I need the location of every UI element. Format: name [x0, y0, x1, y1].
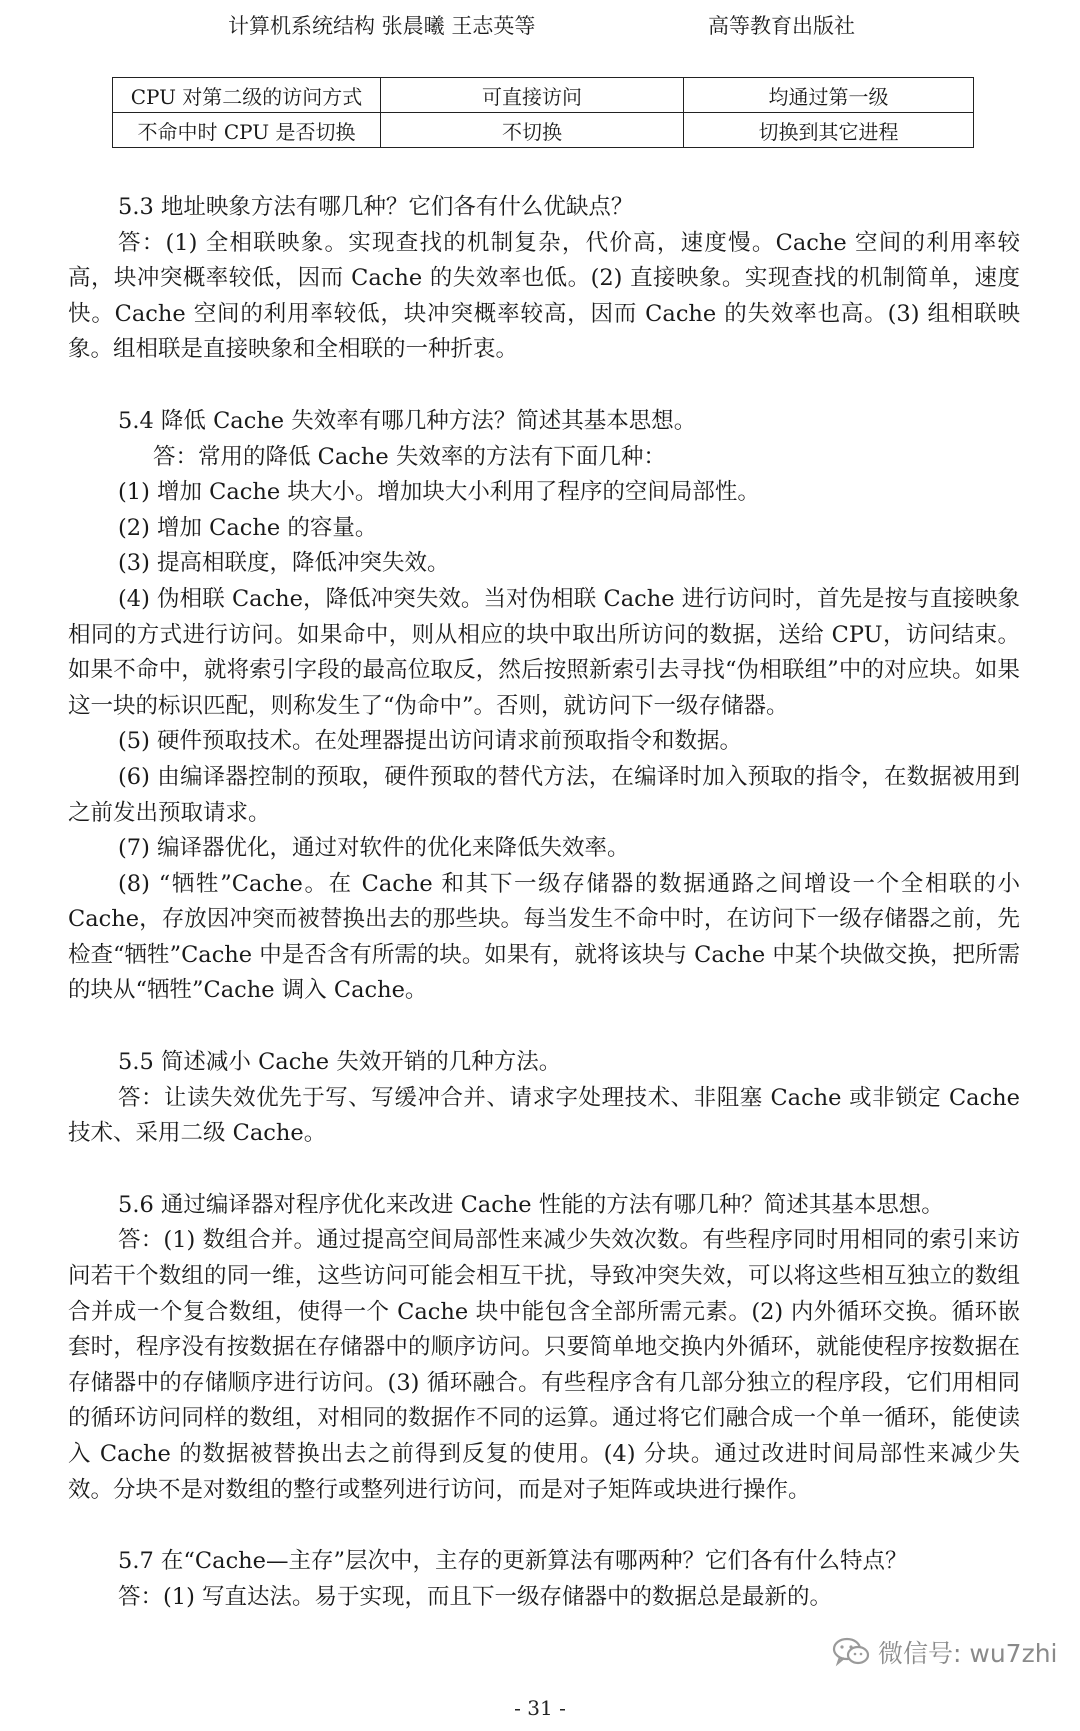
answer-5-7: 答：(1) 写直达法。易于实现，而且下一级存储器中的数据总是最新的。 [118, 1583, 833, 1610]
table-cell: 不命中时 CPU 是否切换 [113, 113, 381, 148]
table-row [113, 113, 974, 148]
table-cell: 可直接访问 [381, 78, 684, 113]
list-item: (6) 由编译器控制的预取，硬件预取的替代方法，在编译时加入预取的指令，在数据被用到之前发出预取请求。 [68, 763, 1020, 826]
table-row [113, 78, 974, 113]
list-item: (8) “牺牲”Cache。在 Cache 和其下一级存储器的数据通路之间增设一个全相联的小 Cache，存放因冲突而被替换出去的那些块。每当发生不命中时，在访问下一级存储器之前，先检查“牺牲”Cache 中是否含有所需的块。如果有，就将该块与 Cache 中某个块做交换，把所需的块从“牺牲”Cache 调入 Cache。 [68, 870, 1020, 1004]
question-5-7: 5.7 在“Cache—主存”层次中，主存的更新算法有哪两种？它们各有什么特点？ [118, 1548, 908, 1575]
answer-5-3: 答：(1) 全相联映象。实现查找的机制复杂，代价高，速度慢。Cache 空间的利用率较高，块冲突概率较低，因而 Cache 的失效率也低。(2) 直接映象。实现查找的机制简单，速度快。Cache 空间的利用率较低，块冲突概率较高，因而 Cache 的失效率也高。(3) 组相联映象。组相联是直接映象和全相联的一种折衷。 [68, 229, 1020, 363]
table-cell: 切换到其它进程 [684, 113, 974, 148]
page-content [68, 190, 1020, 1615]
question-5-4: 5.4 降低 Cache 失效率有哪几种方法？简述其基本思想。 [118, 407, 697, 434]
table-cell: 均通过第一级 [684, 78, 974, 113]
comparison-table [112, 77, 974, 148]
header-book-info: 计算机系统结构 张晨曦 王志英等 [228, 14, 536, 38]
list-item: (1) 增加 Cache 块大小。增加块大小利用了程序的空间局部性。 [118, 479, 760, 506]
page-number: - 31 - [514, 1696, 566, 1720]
page-header [0, 10, 1080, 50]
answer-5-4-intro: 答：常用的降低 Cache 失效率的方法有下面几种： [153, 443, 666, 470]
list-item: (3) 提高相联度，降低冲突失效。 [118, 550, 450, 577]
list-item: (7) 编译器优化，通过对软件的优化来降低失效率。 [118, 835, 630, 862]
wechat-icon [832, 1637, 870, 1667]
list-item: (5) 硬件预取技术。在处理器提出访问请求前预取指令和数据。 [118, 728, 743, 755]
answer-5-5: 答：让读失效优先于写、写缓冲合并、请求字处理技术、非阻塞 Cache 或非锁定 Cache 技术、采用二级 Cache。 [68, 1084, 1020, 1147]
question-5-3: 5.3 地址映象方法有哪几种？它们各有什么优缺点？ [118, 194, 634, 220]
question-5-5: 5.5 简述减小 Cache 失效开销的几种方法。 [118, 1049, 562, 1076]
answer-5-6: 答：(1) 数组合并。通过提高空间局部性来减少失效次数。有些程序同时用相同的索引来访问若干个数组的同一维，这些访问可能会相互干扰，导致冲突失效，可以将这些相互独立的数组合并成一个复合数组，使得一个 Cache 块中能包含全部所需元素。(2) 内外循环交换。循环嵌套时，程序没有按数据在存储器中的顺序访问。只要简单地交换内外循环，就能使程序按数据在存储器中的存储顺序进行访问。(3) 循环融合。有些程序含有几部分独立的程序段，它们用相同的循环访问同样的数组，对相同的数据作不同的运算。通过将它们融合成一个单一循环，能使读入 Cache 的数据被替换出去之前得到反复的使用。(4) 分块。通过改进时间局部性来减少失效。分块不是对数组的整行或整列进行访问，而是对子矩阵或块进行操作。 [68, 1227, 1020, 1503]
list-item: (4) 伪相联 Cache，降低冲突失效。当对伪相联 Cache 进行访问时，首先是按与直接映象相同的方式进行访问。如果命中，则从相应的块中取出所访问的数据，送给 CPU，访问结束。如果不命中，就将索引字段的最高位取反，然后按照新索引去寻找“伪相联组”中的对应块。如果这一块的标识匹配，则称发生了“伪命中”。否则，就访问下一级存储器。 [68, 585, 1020, 719]
wechat-watermark [832, 1634, 1057, 1670]
list-item: (2) 增加 Cache 的容量。 [118, 514, 378, 541]
watermark-text: 微信号: wu7zhi [878, 1639, 1058, 1668]
table-cell: CPU 对第二级的访问方式 [113, 78, 381, 113]
table-cell: 不切换 [381, 113, 684, 148]
question-5-6: 5.6 通过编译器对程序优化来改进 Cache 性能的方法有哪几种？简述其基本思想。 [118, 1191, 944, 1218]
header-publisher: 高等教育出版社 [708, 14, 855, 38]
